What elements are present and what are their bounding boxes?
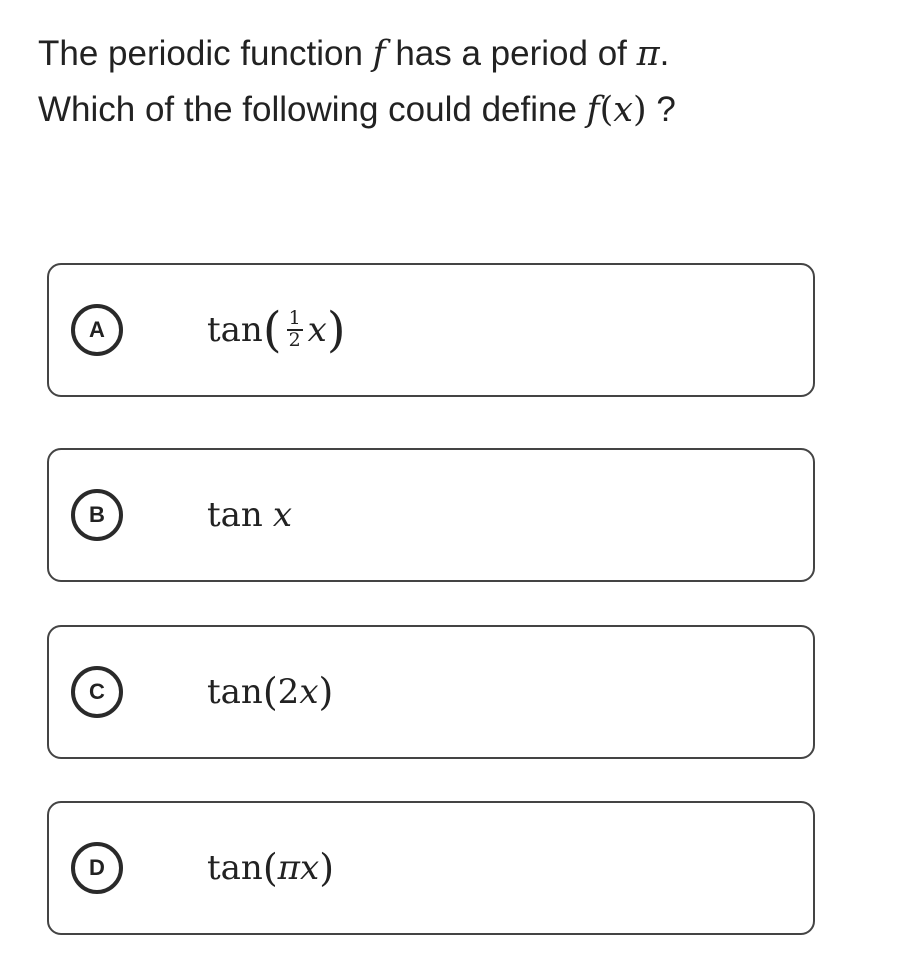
fraction-denominator: 2 <box>288 329 301 351</box>
paren-open: ( <box>262 846 278 890</box>
pi-symbol: π <box>277 848 301 888</box>
question-text: has a period of <box>385 34 637 73</box>
question-punctuation: . <box>659 34 670 73</box>
function-name: tan <box>207 848 263 888</box>
option-expression <box>207 495 292 535</box>
function-symbol: f <box>586 90 600 130</box>
answer-option-a[interactable] <box>47 263 815 397</box>
variable-x: x <box>300 848 320 888</box>
paren-close: ) <box>326 302 346 358</box>
paren-open: ( <box>599 90 614 130</box>
function-symbol: f <box>372 34 386 74</box>
answer-option-b[interactable] <box>47 448 815 582</box>
variable-x: x <box>613 90 634 130</box>
question-text: Which of the following could define <box>38 90 587 129</box>
option-letter-badge: A <box>71 304 123 356</box>
variable-x: x <box>307 310 327 350</box>
pi-symbol: π <box>636 34 660 74</box>
question-punctuation: ? <box>646 90 676 129</box>
function-name: tan <box>207 495 263 535</box>
coefficient: 2 <box>277 672 300 712</box>
fraction-numerator: 1 <box>288 307 301 330</box>
paren-close: ) <box>319 846 335 890</box>
paren-open: ( <box>262 670 278 714</box>
paren-close: ) <box>633 90 647 130</box>
fraction <box>287 309 303 351</box>
option-letter-badge: D <box>71 842 123 894</box>
question-prompt <box>38 26 878 138</box>
answer-option-d[interactable] <box>47 801 815 935</box>
option-expression <box>207 670 333 714</box>
function-name: tan <box>207 310 263 350</box>
option-letter-badge: B <box>71 489 123 541</box>
option-expression <box>207 846 334 890</box>
question-line-2 <box>38 82 878 138</box>
option-letter-badge: C <box>71 666 123 718</box>
question-line-1 <box>38 26 878 82</box>
function-name: tan <box>207 672 263 712</box>
variable-x: x <box>272 495 293 535</box>
answer-option-c[interactable] <box>47 625 815 759</box>
question-text: The periodic function <box>38 34 373 73</box>
paren-close: ) <box>318 670 334 714</box>
variable-x: x <box>299 672 319 712</box>
paren-open: ( <box>262 302 282 358</box>
option-expression <box>207 302 346 358</box>
